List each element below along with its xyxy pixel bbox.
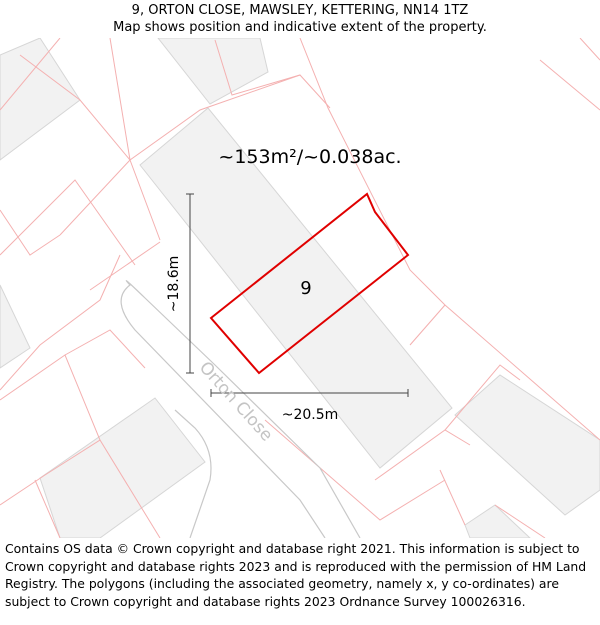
map-canvas	[0, 38, 600, 538]
building-bottom-left	[40, 398, 205, 538]
height-label: ~18.6m	[166, 255, 182, 313]
copyright-notice: Contains OS data © Crown copyright and database right 2021. This information is subject to Crown copyright and database rights 2023 and is reproduced with the permission of HM Land Registry. The polygons (including the associated geometry, namely x, y co-ordinates) are subject to Crown copyright and database rights 2023 Ordnance Survey 100026316.	[5, 541, 587, 609]
page-title: 9, ORTON CLOSE, MAWSLEY, KETTERING, NN14 1TZ	[131, 3, 469, 18]
map-header	[0, 0, 600, 38]
building-top-center	[158, 38, 268, 104]
building-right	[455, 375, 600, 515]
plot-number-label: 9	[300, 278, 312, 299]
page-subtitle: Map shows position and indicative extent of the property.	[113, 20, 487, 35]
building-left-mid	[0, 285, 30, 368]
area-label: ~153m²/~0.038ac.	[218, 146, 402, 168]
building-top-left	[0, 38, 80, 160]
street-name-label: Orton Close	[194, 357, 277, 446]
width-label: ~20.5m	[281, 407, 339, 423]
property-map[interactable]	[0, 38, 600, 538]
